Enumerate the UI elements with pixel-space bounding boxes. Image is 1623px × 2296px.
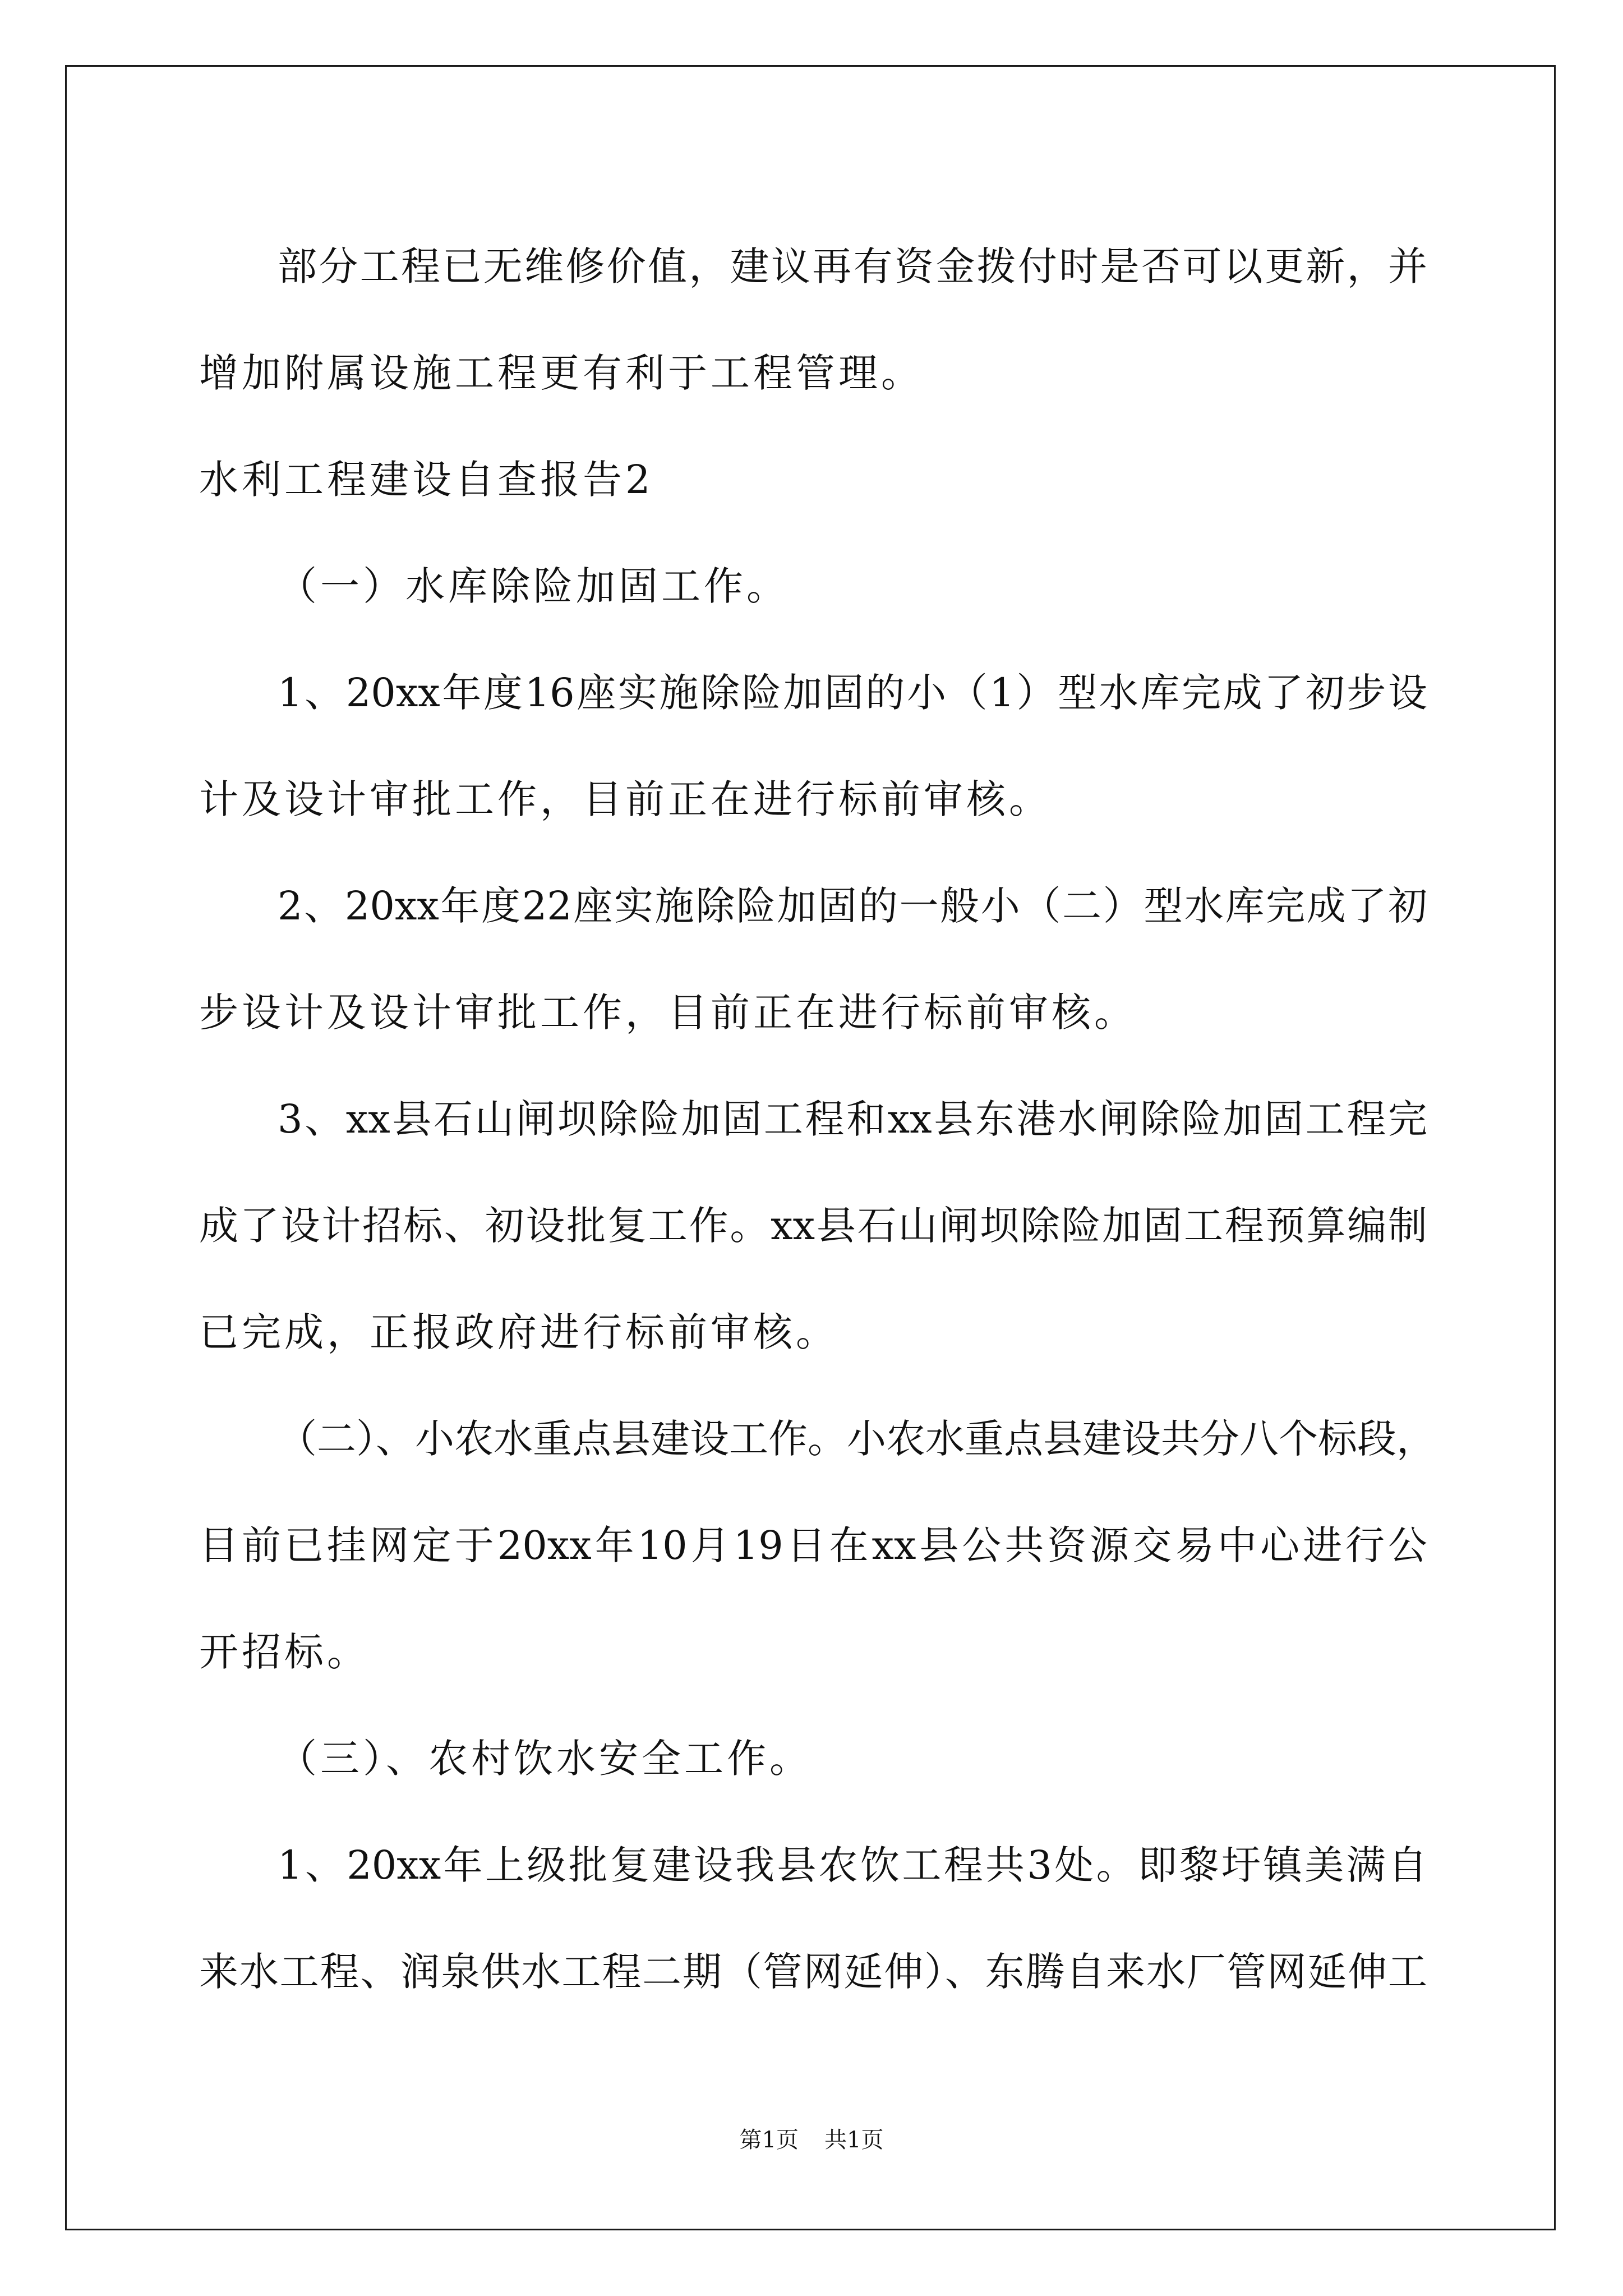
section-heading: 水利工程建设自查报告2 [199, 457, 654, 503]
page-number: 第1页 [739, 2127, 799, 2153]
page-footer [0, 2123, 1623, 2157]
paragraph-line: 成了设计招标、初设批复工作。xx县石山闸坝除险加固工程预算编制 [199, 1203, 1427, 1249]
paragraph-line: 来水工程、润泉供水工程二期（管网延伸）、东腾自来水厂管网延伸工 [199, 1949, 1427, 1995]
paragraph-line: 已完成，正报政府进行标前审核。 [199, 1309, 838, 1355]
paragraph-line: 计及设计审批工作，目前正在进行标前审核。 [199, 776, 1052, 822]
paragraph-line: 增加附属设施工程更有利于工程管理。 [199, 350, 924, 396]
paragraph-line: 目前已挂网定于20xx年10月19日在xx县公共资源交易中心进行公 [199, 1522, 1427, 1568]
paragraph-line: 1、20xx年上级批复建设我县农饮工程共3处。即黎圩镇美满自 [278, 1842, 1427, 1888]
subsection-heading: （三）、农村饮水安全工作。 [278, 1736, 812, 1782]
paragraph-line: 2、20xx年度22座实施除险加固的一般小（二）型水库完成了初 [278, 883, 1427, 929]
paragraph-line: 开招标。 [199, 1629, 370, 1675]
paragraph-line: 3、xx县石山闸坝除险加固工程和xx县东港水闸除险加固工程完 [278, 1096, 1427, 1142]
paragraph-line: 1、20xx年度16座实施除险加固的小（1）型水库完成了初步设 [278, 670, 1427, 716]
subsection-heading: （一）水库除险加固工作。 [278, 563, 789, 609]
paragraph-line: 部分工程已无维修价值，建议再有资金拨付时是否可以更新，并 [278, 243, 1427, 289]
paragraph-line: （二）、小农水重点县建设工作。小农水重点县建设共分八个标段， [278, 1416, 1436, 1462]
paragraph-line: 步设计及设计审批工作，目前正在进行标前审核。 [199, 990, 1137, 1036]
page-total: 共1页 [824, 2127, 884, 2153]
document-body [199, 213, 1436, 2025]
